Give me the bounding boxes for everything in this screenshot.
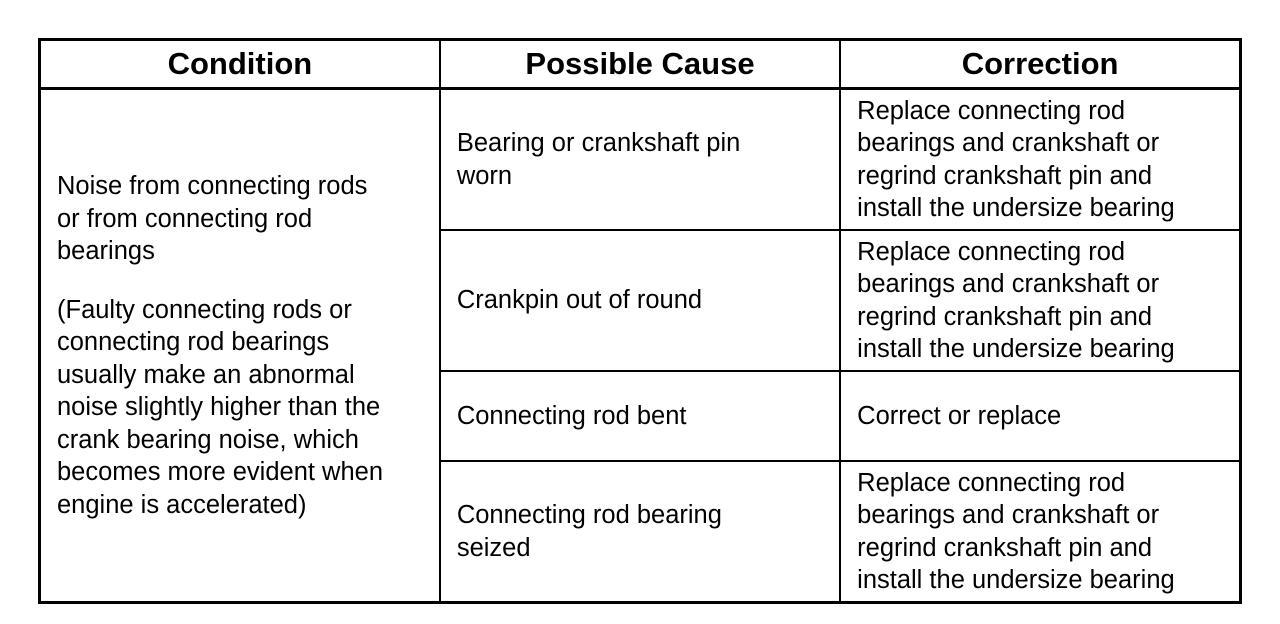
- correction-text: Replace connecting rod bearings and crankshaft or regrind crankshaft pin and install the undersize bearing: [857, 237, 1175, 363]
- troubleshooting-table: [38, 38, 1242, 604]
- cause-cell: [440, 371, 840, 461]
- correction-cell: [840, 461, 1240, 603]
- condition-cell: [40, 89, 440, 603]
- correction-cell: [840, 89, 1240, 231]
- correction-text: Replace connecting rod bearings and crankshaft or regrind crankshaft pin and install the undersize bearing: [857, 468, 1175, 594]
- cause-text: Connecting rod bent: [456, 401, 687, 430]
- header-condition: Condition: [40, 40, 440, 89]
- cause-text: Connecting rod bearing seized: [456, 501, 722, 562]
- correction-cell: [840, 371, 1240, 461]
- cause-text: Bearing or crankshaft pin worn: [456, 129, 741, 190]
- cause-cell: [440, 461, 840, 603]
- correction-text: Correct or replace: [857, 401, 1062, 430]
- table-header: [40, 40, 1241, 89]
- cause-text: Crankpin out of round: [456, 286, 703, 315]
- correction-text: Replace connecting rod bearings and crankshaft or regrind crankshaft pin and install the undersize bearing: [857, 96, 1175, 222]
- cause-cell: [440, 89, 840, 231]
- header-correction: Correction: [840, 40, 1240, 89]
- cause-cell: [440, 230, 840, 371]
- header-row: [40, 40, 1241, 89]
- condition-note: (Faulty connecting rods or connecting rod bearings usually make an abnormal noise slightly higher than the crank bearing noise, which becomes more evident when engine is accelerated): [57, 295, 384, 519]
- condition-text: Noise from connecting rods or from connecting rod bearings: [57, 172, 368, 265]
- correction-cell: [840, 230, 1240, 371]
- table-body: [40, 89, 1241, 603]
- header-possible-cause: Possible Cause: [440, 40, 840, 89]
- table-row: [40, 89, 1241, 231]
